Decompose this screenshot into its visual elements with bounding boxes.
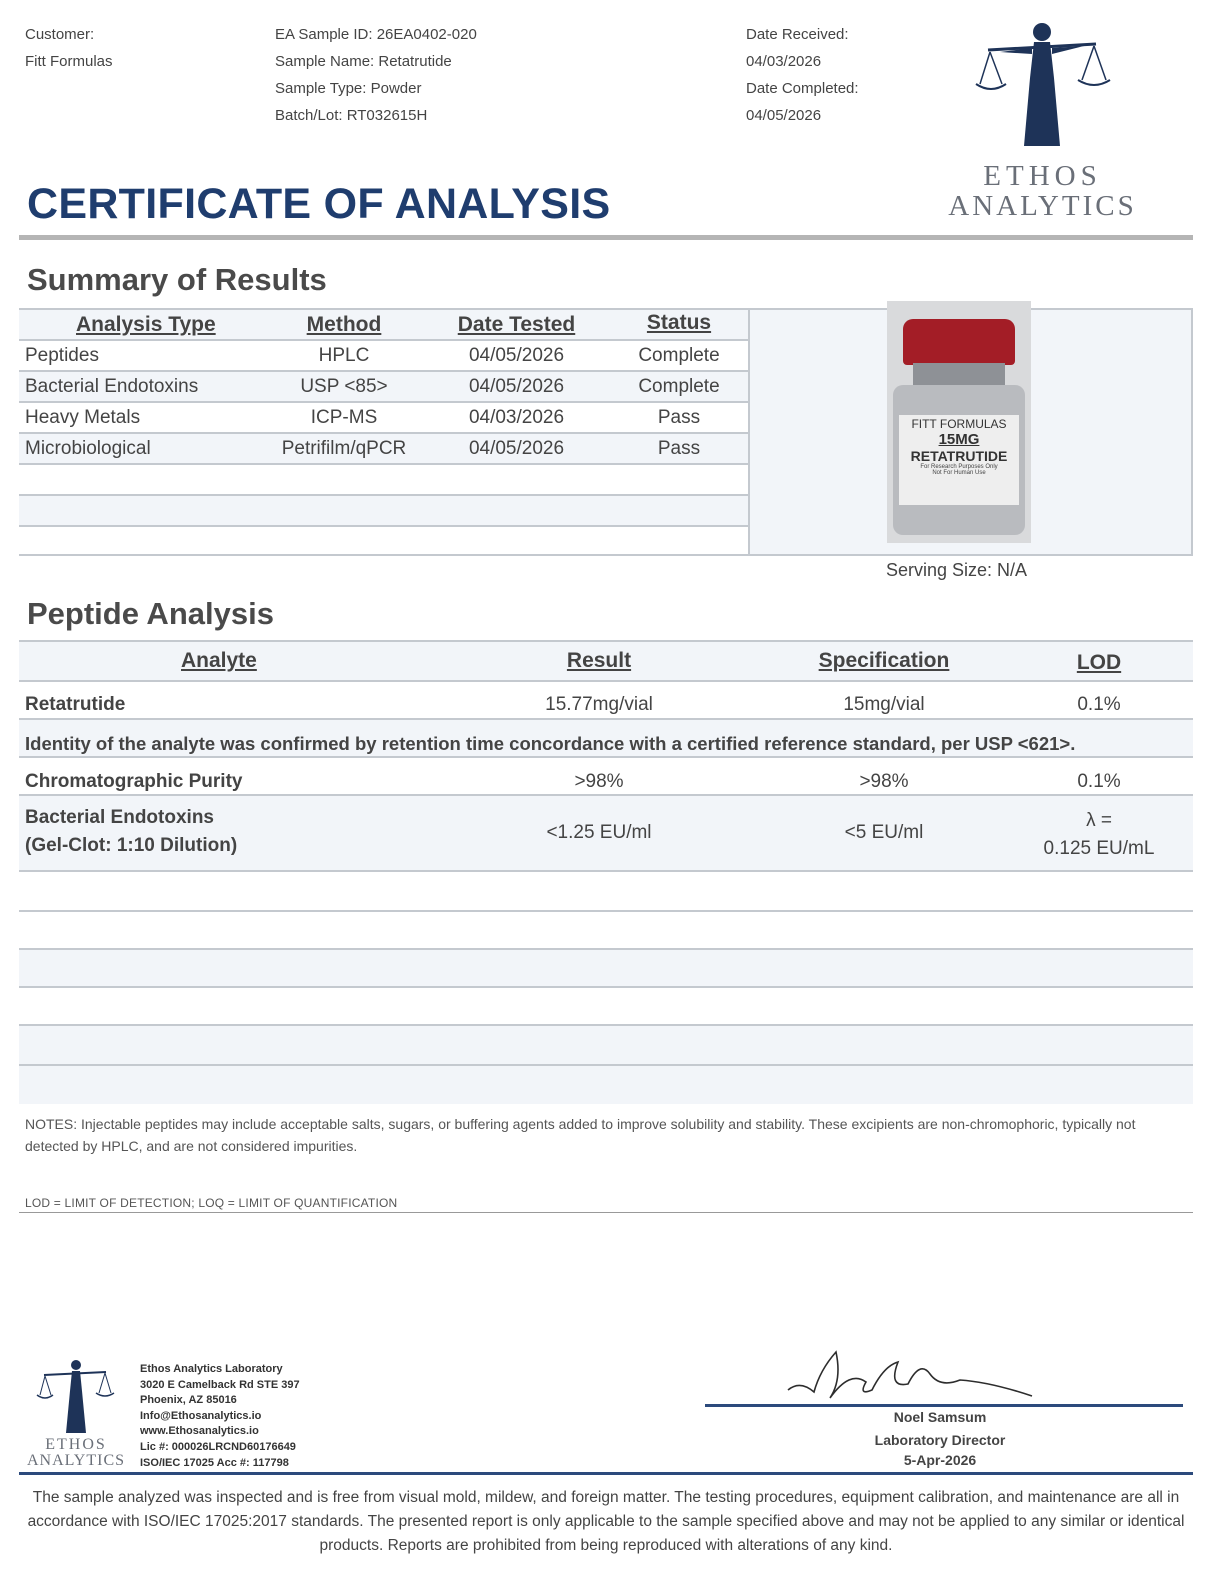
lod-divider [19, 1212, 1193, 1213]
sample-id: EA Sample ID: 26EA0402-020 [275, 26, 477, 43]
cell-result: >98% [574, 771, 624, 792]
vial-label [899, 415, 1019, 505]
batch-lot: Batch/Lot: RT032615H [275, 107, 428, 124]
footer-divider [19, 1472, 1193, 1475]
cell-analyte: Retatrutide [25, 694, 126, 715]
footer-logo [20, 1357, 132, 1472]
cell-analysis-type: Heavy Metals [25, 407, 141, 428]
vial-body [893, 385, 1025, 535]
cell-date: 04/05/2026 [468, 345, 565, 366]
cell-specification: >98% [859, 771, 909, 792]
summary-header-row [19, 308, 748, 339]
cell-date: 04/03/2026 [468, 407, 565, 428]
table-row [19, 432, 748, 463]
peptide-heading: Peptide Analysis [27, 596, 274, 631]
identity-note: Identity of the analyte was confirmed by retention time concordance with a certified reference standard, per USP <621>. [25, 733, 1076, 754]
cell-lod-value: 0.125 EU/mL [1043, 838, 1155, 859]
cell-status: Complete [638, 345, 720, 366]
lab-license: Lic #: 000026LRCND60176649 [140, 1440, 296, 1453]
signer-title: Laboratory Director [874, 1432, 1006, 1448]
table-row [19, 680, 1193, 718]
empty-row [19, 525, 748, 556]
date-received: 04/03/2026 [746, 53, 822, 70]
lab-street: 3020 E Camelback Rd STE 397 [140, 1378, 300, 1391]
lab-address [140, 1362, 300, 1471]
empty-row [19, 1064, 1193, 1104]
sample-name: Sample Name: Retatrutide [275, 53, 452, 70]
date-completed: 04/05/2026 [746, 107, 822, 124]
col-analysis-type: Analysis Type [76, 313, 216, 336]
cell-date: 04/05/2026 [468, 438, 565, 459]
cell-method: Petrifilm/qPCR [281, 438, 407, 459]
col-result: Result [566, 649, 632, 672]
dates-block [746, 21, 859, 129]
empty-row [19, 910, 1193, 948]
lab-name: Ethos Analytics Laboratory [140, 1363, 283, 1375]
cell-date: 04/05/2026 [468, 376, 565, 397]
empty-row [19, 1024, 1193, 1064]
cell-lod: 0.1% [1077, 771, 1121, 792]
footer-logo-analytics: ANALYTICS [26, 1452, 126, 1469]
ethos-logo [940, 18, 1145, 223]
table-row [19, 794, 1193, 872]
customer-label: Customer: [25, 26, 95, 43]
lab-iso: ISO/IEC 17025 Acc #: 117798 [140, 1456, 289, 1469]
col-date-tested: Date Tested [457, 313, 576, 336]
date-completed-label: Date Completed: [746, 80, 859, 97]
customer-value: Fitt Formulas [25, 53, 113, 70]
col-method: Method [306, 313, 382, 336]
cell-analysis-type: Microbiological [25, 438, 151, 459]
cell-method: USP <85> [300, 376, 388, 397]
cell-method: HPLC [318, 345, 370, 366]
table-row [19, 370, 748, 401]
vial-small-1: For Research Purposes Only [920, 464, 998, 470]
sample-type: Sample Type: Powder [275, 80, 422, 97]
serving-size: Serving Size: N/A [886, 560, 1028, 580]
page-title: CERTIFICATE OF ANALYSIS [27, 180, 611, 228]
vial-cap [903, 319, 1015, 365]
col-specification: Specification [818, 649, 950, 672]
cell-analyte-detail: (Gel-Clot: 1:10 Dilution) [25, 835, 238, 856]
vial-photo [887, 301, 1031, 543]
lab-city: Phoenix, AZ 85016 [140, 1394, 237, 1407]
empty-row [19, 986, 1193, 1024]
signature-line [705, 1404, 1183, 1407]
cell-analysis-type: Bacterial Endotoxins [25, 376, 199, 397]
vial-name: RETATRUTIDE [910, 448, 1008, 464]
cell-status: Pass [657, 438, 701, 459]
cell-analyte: Chromatographic Purity [25, 771, 243, 792]
peptide-header-row [19, 640, 1193, 680]
lab-website: www.Ethosanalytics.io [140, 1425, 259, 1438]
signature-scribble [780, 1340, 1040, 1406]
table-row [19, 401, 748, 432]
cell-method: ICP-MS [310, 407, 378, 428]
footer-logo-ethos: ETHOS [45, 1436, 107, 1453]
col-lod: LOD [1076, 651, 1122, 674]
disclaimer: The sample analyzed was inspected and is free from visual mold, mildew, and foreign matter. The testing procedures, equipment calibration, and maintenance are all in accordance with ISO/IEC 17025:2017 standards. The presented report is only applicable to the sample specified above and may not be applied to any similar or identical products. Reports are prohibited from being reproduced with alterations of any kind. [27, 1489, 1185, 1554]
lod-note: LOD = LIMIT OF DETECTION; LOQ = LIMIT OF QUANTIFICATION [25, 1196, 398, 1210]
date-received-label: Date Received: [746, 26, 849, 43]
cell-status: Pass [657, 407, 701, 428]
identity-note-row [19, 718, 1193, 756]
table-row [19, 756, 1193, 794]
cell-lod: 0.1% [1077, 694, 1121, 715]
vial-dose: 15MG [938, 431, 980, 448]
cell-specification: <5 EU/ml [844, 822, 924, 843]
cell-specification: 15mg/vial [843, 694, 925, 715]
signer-name: Noel Samsum [893, 1409, 987, 1425]
cell-analysis-type: Peptides [25, 345, 99, 366]
empty-row [19, 948, 1193, 986]
table-row [19, 339, 748, 370]
empty-row [19, 494, 748, 525]
signature-date: 5-Apr-2026 [903, 1452, 977, 1468]
logo-analytics: ANALYTICS [948, 190, 1137, 222]
vial-neck [913, 363, 1005, 385]
summary-heading: Summary of Results [27, 262, 327, 297]
scales-of-justice-icon [940, 18, 1145, 158]
lab-email: Info@Ethosanalytics.io [140, 1409, 262, 1422]
footer-scales-icon [20, 1357, 132, 1437]
cell-lod: λ = [1086, 810, 1112, 831]
summary-table [19, 308, 748, 556]
vial-brand: FITT FORMULAS [911, 417, 1007, 431]
cell-result: <1.25 EU/ml [546, 822, 652, 843]
col-status: Status [646, 311, 712, 334]
cell-result: 15.77mg/vial [545, 694, 653, 715]
sample-block [275, 21, 477, 129]
notes: NOTES: Injectable peptides may include acceptable salts, sugars, or buffering agents added to improve solubility and stability. These excipients are non-chromophoric, typically not detected by HPLC, and are not considered impurities. [25, 1116, 1136, 1154]
logo-ethos: ETHOS [983, 160, 1102, 192]
vial-small-2: Not For Human Use [932, 470, 986, 476]
empty-row [19, 463, 748, 494]
cell-analyte: Bacterial Endotoxins [25, 807, 214, 828]
col-analyte: Analyte [181, 649, 257, 672]
customer-block [25, 21, 113, 75]
cell-status: Complete [638, 376, 720, 397]
title-divider [19, 235, 1193, 240]
